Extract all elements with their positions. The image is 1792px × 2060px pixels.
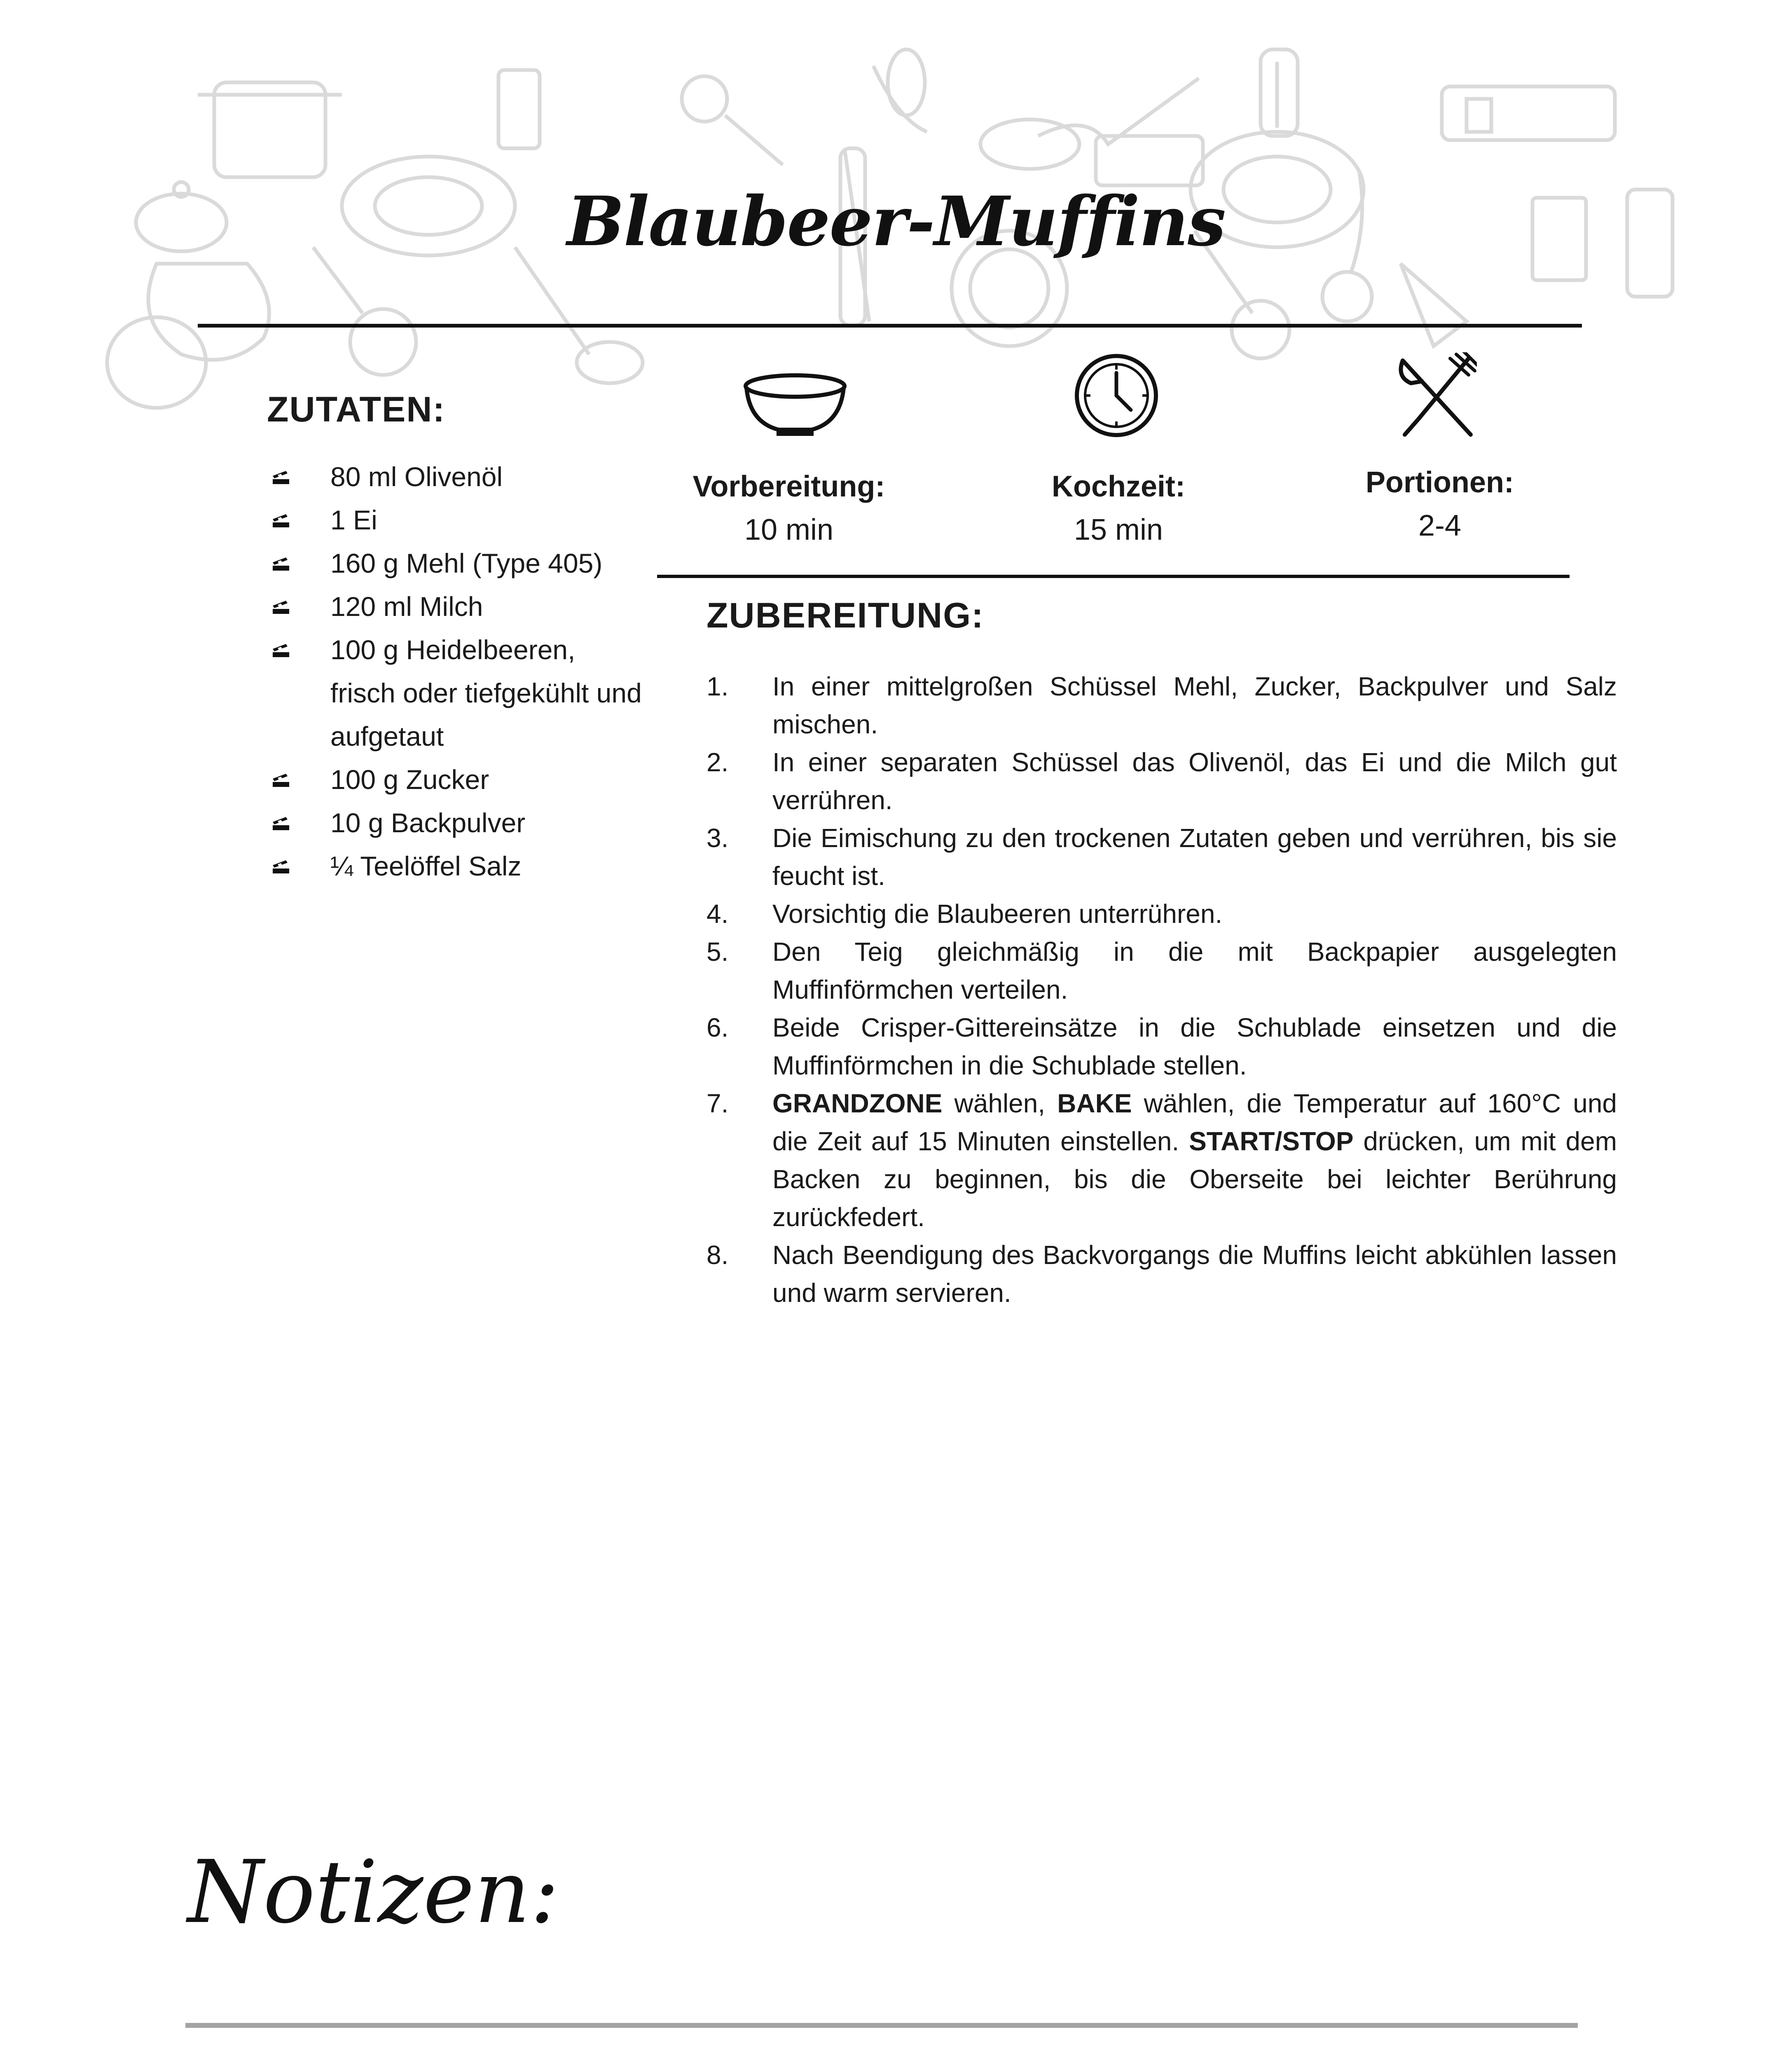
step-number: 1.	[707, 672, 729, 701]
ingredient-text: 80 ml Olivenöl	[330, 461, 503, 492]
servings-label: Portionen:	[1366, 466, 1514, 499]
step-number: 4.	[707, 899, 729, 929]
step-text: In einer mittelgroßen Schüssel Mehl, Zucker, Backpulver und Salz mischen.	[772, 672, 1617, 739]
bullet-icon	[272, 773, 290, 787]
clock-icon	[1073, 352, 1160, 439]
step-item	[707, 1009, 1617, 1084]
fork-knife-icon	[1394, 352, 1477, 441]
servings-value: 2-4	[1418, 509, 1462, 542]
notes-line	[185, 2023, 1578, 2028]
ingredients-list	[272, 455, 643, 888]
ingredient-text: 1 Ei	[330, 505, 377, 535]
bullet-icon	[272, 600, 290, 614]
ingredient-item	[272, 758, 643, 801]
step-item	[707, 895, 1617, 933]
ingredient-text: 100 g Heidelbeeren, frisch oder tiefgekühlt und aufgetaut	[330, 634, 642, 751]
ingredient-item	[272, 845, 643, 888]
bullet-icon	[272, 643, 290, 657]
ingredient-item	[272, 455, 643, 499]
step-text: GRANDZONE wählen, BAKE wählen, die Temperatur auf 160°C und die Zeit auf 15 Minuten einstellen. START/STOP drücken, um mit dem Backen zu beginnen, bis die Oberseite bei leichter Berührung zurückfedert.	[772, 1089, 1617, 1232]
ingredient-text: 120 ml Milch	[330, 591, 483, 622]
ingredient-text: ¼ Teelöffel Salz	[330, 851, 522, 881]
step-item	[707, 819, 1617, 895]
step-item	[707, 1084, 1617, 1236]
cook-value: 15 min	[1074, 513, 1163, 546]
step-item	[707, 933, 1617, 1009]
preparation-heading: ZUBEREITUNG:	[707, 596, 984, 635]
bullet-icon	[272, 470, 290, 484]
bullet-icon	[272, 513, 290, 527]
title-divider	[198, 324, 1582, 328]
ingredient-item	[272, 542, 643, 585]
ingredient-item	[272, 499, 643, 542]
step-text: In einer separaten Schüssel das Olivenöl, das Ei und die Milch gut verrühren.	[772, 747, 1617, 815]
step-number: 3.	[707, 823, 729, 853]
step-item	[707, 1236, 1617, 1312]
ingredient-text: 160 g Mehl (Type 405)	[330, 548, 603, 578]
ingredient-text: 10 g Backpulver	[330, 808, 526, 838]
ingredient-item	[272, 628, 643, 758]
step-text: Vorsichtig die Blaubeeren unterrühren.	[772, 899, 1223, 929]
recipe-title: Blaubeer-Muffins	[567, 181, 1225, 261]
step-number: 2.	[707, 747, 729, 777]
cook-label: Kochzeit:	[1052, 470, 1185, 503]
stats-divider	[657, 575, 1570, 578]
prep-value: 10 min	[744, 513, 834, 546]
step-text: Beide Crisper-Gittereinsätze in die Schublade einsetzen und die Muffinförmchen in die Schublade stellen.	[772, 1013, 1617, 1080]
preparation-steps	[707, 667, 1617, 1312]
step-number: 5.	[707, 937, 729, 967]
step-text: Die Eimischung zu den trockenen Zutaten geben und verrühren, bis sie feucht ist.	[772, 823, 1617, 891]
bowl-icon	[742, 373, 849, 439]
ingredient-item	[272, 801, 643, 845]
bullet-icon	[272, 859, 290, 873]
ingredient-text: 100 g Zucker	[330, 764, 489, 795]
step-item	[707, 667, 1617, 743]
step-text: Nach Beendigung des Backvorgangs die Muffins leicht abkühlen lassen und warm servieren.	[772, 1240, 1617, 1308]
bullet-icon	[272, 557, 290, 571]
prep-label: Vorbereitung:	[692, 470, 885, 503]
step-number: 6.	[707, 1013, 729, 1042]
step-text: Den Teig gleichmäßig in die mit Backpapier ausgelegten Muffinförmchen verteilen.	[772, 937, 1617, 1004]
bullet-icon	[272, 816, 290, 830]
notes-title: Notizen:	[187, 1842, 559, 1943]
step-number: 8.	[707, 1240, 729, 1270]
ingredient-item	[272, 585, 643, 628]
ingredients-heading: ZUTATEN:	[267, 390, 446, 429]
step-number: 7.	[707, 1089, 729, 1118]
step-item	[707, 743, 1617, 819]
